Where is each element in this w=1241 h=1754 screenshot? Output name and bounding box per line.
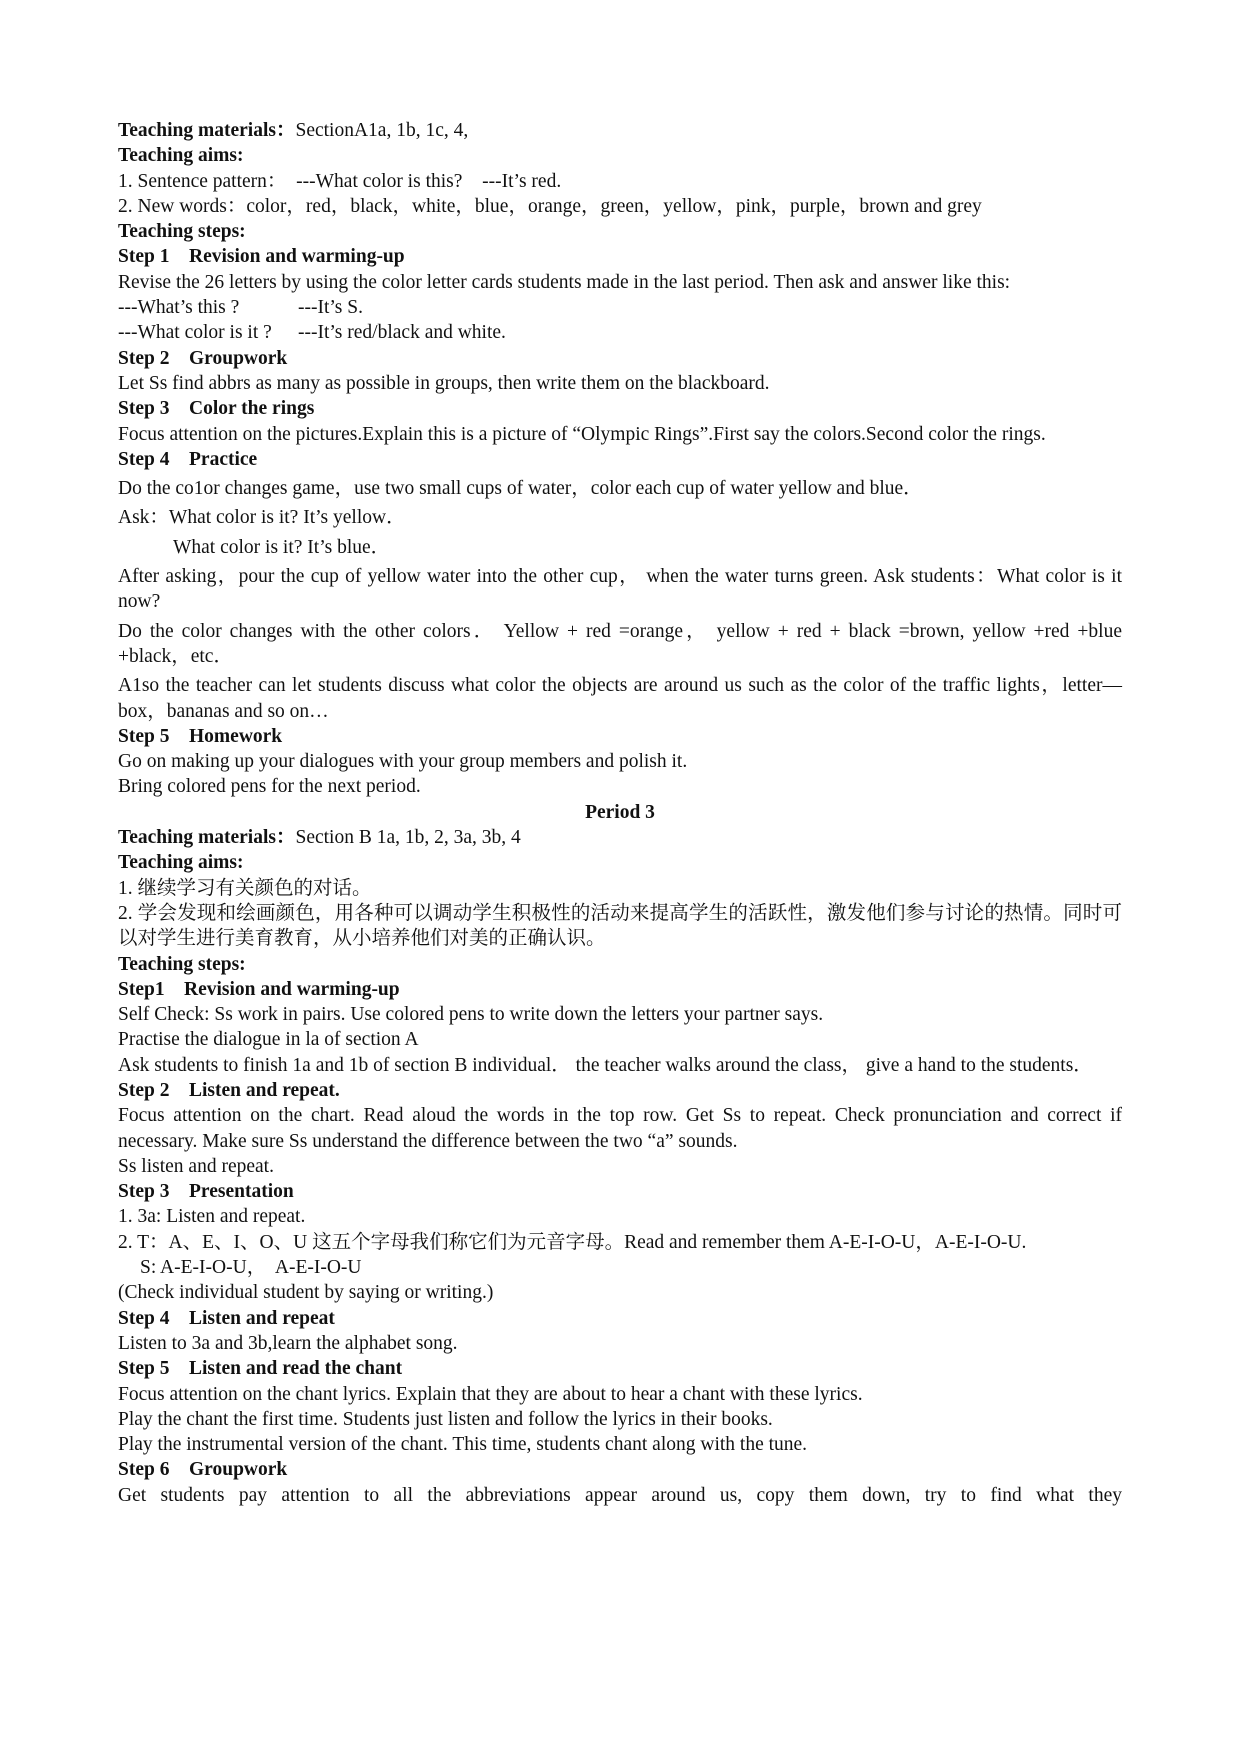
step-title: Homework [189, 725, 283, 747]
step-4-text-1: Do the co1or changes game，use two small cups of water，color each cup of water yellow and blue． [118, 478, 923, 500]
aim-2: 2. 学会发现和绘画颜色，用各种可以调动学生积极性的活动来提高学生的活跃性，激发他们参与讨论的热情。同时可以对学生进行美育教育，从小培养他们对美的正确认识。 [118, 902, 1122, 950]
step-4-ask-2: What color is it? It’s blue． [173, 536, 391, 558]
step-number: Step1 [118, 978, 165, 1000]
step-3-text-3: S: A-E-I-O-U， A-E-I-O-U [140, 1257, 362, 1279]
step-2-text: Let Ss find abbrs as many as possible in groups, then write them on the blackboard. [118, 372, 770, 394]
step-number: Step 6 [118, 1459, 170, 1481]
step-4-heading [118, 447, 1122, 472]
step-title: Presentation [189, 1181, 294, 1203]
document-page [118, 118, 1122, 1508]
step-title: Listen and repeat [189, 1307, 335, 1329]
teaching-aims-heading: Teaching aims: [118, 145, 244, 167]
step-1-heading [118, 244, 1122, 269]
step-1-text: Revise the 26 letters by using the color letter cards students made in the last period. Then ask and answer like this: [118, 271, 1011, 293]
step-5-text-1: Focus attention on the chant lyrics. Explain that they are about to hear a chant with these lyrics. [118, 1383, 863, 1405]
step-title: Revision and warming-up [189, 246, 405, 268]
dialogue-question: ---What color is it ? [118, 322, 272, 344]
materials-label: Teaching materials： [118, 827, 296, 849]
aim-1-answer: ---It’s red. [482, 170, 562, 192]
step-4-heading [118, 1306, 1122, 1331]
step-5-text-2: Play the chant the first time. Students just listen and follow the lyrics in their books. [118, 1408, 773, 1430]
step-number: Step 2 [118, 347, 170, 369]
step-1-text-1: Self Check: Ss work in pairs. Use colored pens to write down the letters your partner says. [118, 1004, 824, 1026]
step-5-text-3: Play the instrumental version of the chant. This time, students chant along with the tune. [118, 1434, 808, 1456]
step-number: Step 4 [118, 1307, 170, 1329]
step-number: Step 5 [118, 725, 170, 747]
step-3-heading [118, 396, 1122, 421]
step-5-heading [118, 1356, 1122, 1381]
step-1-heading [118, 977, 1122, 1002]
step-4-text-4: A1so the teacher can let students discuss what color the objects are around us such as the color of the traffic lights，letter—box，bananas and so on… [118, 675, 1122, 722]
materials-value: Section B 1a, 1b, 2, 3a, 3b, 4 [295, 827, 521, 849]
step-number: Step 3 [118, 1181, 170, 1203]
aim-1 [118, 169, 1122, 194]
step-1-dialogue-2 [118, 320, 1122, 345]
materials-value: SectionA1a, 1b, 1c, 4, [295, 120, 469, 141]
step-number: Step 3 [118, 398, 170, 420]
step-2-text-1: Focus attention on the chart. Read aloud the words in the top row. Get Ss to repeat. Check pronunciation and correct if necessary. Make sure Ss understand the difference between the two “a” sounds. [118, 1105, 1122, 1152]
step-2-text-2: Ss listen and repeat. [118, 1155, 274, 1177]
step-title: Listen and read the chant [189, 1358, 403, 1380]
step-6-heading [118, 1457, 1122, 1482]
step-title: Color the rings [189, 398, 315, 420]
step-4-text-3: Do the color changes with the other colors． Yellow + red =orange， yellow + red + black =brown, yellow +red +blue +black，etc． [118, 620, 1122, 667]
step-1-text-2: Practise the dialogue in la of section A [118, 1029, 419, 1051]
period-3-heading: Period 3 [585, 801, 655, 823]
step-6-text: Get students pay attention to all the abbreviations appear around us, copy them down, try to find what they [118, 1484, 1122, 1506]
materials-label: Teaching materials： [118, 120, 296, 141]
step-number: Step 5 [118, 1358, 170, 1380]
step-2-heading [118, 346, 1122, 371]
step-1-dialogue-1 [118, 295, 1122, 320]
aim-1-label: 1. Sentence pattern： [118, 170, 287, 192]
step-4-text: Listen to 3a and 3b,learn the alphabet song. [118, 1332, 458, 1354]
step-5-text-2: Bring colored pens for the next period. [118, 776, 421, 798]
aim-2: 2. New words：color，red，black，white，blue，orange，green，yellow，pink，purple，brown and grey [118, 195, 982, 217]
step-5-heading [118, 724, 1122, 749]
step-title: Practice [189, 448, 258, 470]
step-title: Groupwork [189, 347, 288, 369]
step-3-text-2: 2. T：A、E、I、O、U 这五个字母我们称它们为元音字母。Read and remember them A-E-I-O-U，A-E-I-O-U. [118, 1231, 1027, 1253]
step-2-heading [118, 1078, 1122, 1103]
step-title: Groupwork [189, 1459, 288, 1481]
aim-1-question: ---What color is this? [296, 170, 463, 192]
step-4-ask-1: Ask：What color is it? It’s yellow． [118, 507, 406, 529]
dialogue-answer: ---It’s red/black and white. [298, 322, 506, 344]
teaching-steps-heading: Teaching steps: [118, 953, 246, 975]
step-number: Step 2 [118, 1079, 170, 1101]
teaching-aims-heading: Teaching aims: [118, 852, 244, 874]
step-4-text-2: After asking，pour the cup of yellow water into the other cup， when the water turns green. Ask students：What color is it now? [118, 566, 1122, 613]
dialogue-answer: ---It’s S. [298, 297, 363, 319]
step-3-text-4: (Check individual student by saying or writing.) [118, 1282, 494, 1304]
step-number: Step 4 [118, 448, 170, 470]
dialogue-question: ---What’s this ? [118, 297, 240, 319]
step-title: Revision and warming-up [184, 978, 400, 1000]
step-3-text: Focus attention on the pictures.Explain this is a picture of “Olympic Rings”.First say the colors.Second color the rings. [118, 423, 1046, 445]
teaching-materials [118, 118, 1122, 143]
step-3-heading [118, 1179, 1122, 1204]
teaching-materials [118, 825, 1122, 850]
aim-1: 1. 继续学习有关颜色的对话。 [118, 877, 372, 899]
teaching-steps-heading: Teaching steps: [118, 221, 246, 243]
step-3-text-1: 1. 3a: Listen and repeat. [118, 1206, 306, 1228]
step-5-text-1: Go on making up your dialogues with your group members and polish it. [118, 751, 688, 773]
step-1-text-3: Ask students to finish 1a and 1b of section B individual． the teacher walks around the class， give a hand to the students． [118, 1054, 1093, 1076]
step-number: Step 1 [118, 246, 170, 268]
step-title: Listen and repeat. [189, 1079, 340, 1101]
